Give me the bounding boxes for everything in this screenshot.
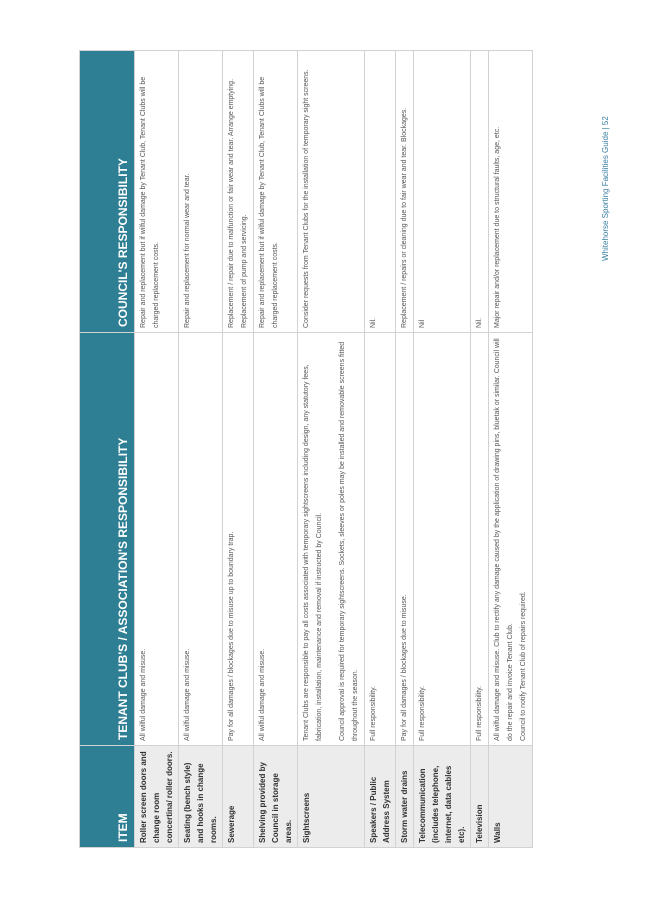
header-item: ITEM: [80, 746, 135, 848]
tenant-text: Full responsibility.: [476, 685, 483, 741]
table-row: [396, 51, 414, 848]
row-item: Seating (bench style) and hooks in change rooms.: [179, 746, 223, 848]
table-row: [365, 51, 396, 848]
tenant-text: Pay for all damages / blockages due to misuse up to boundary trap.: [228, 531, 235, 741]
tenant-cell: [298, 333, 365, 746]
tenant-cell: [135, 333, 179, 746]
row-item: Roller screen doors and change room concertina/ roller doors.: [135, 746, 179, 848]
row-item: Storm water drains: [396, 746, 414, 848]
table-row: [179, 51, 223, 848]
council-text: Nil: [419, 319, 426, 328]
council-cell: [179, 51, 223, 333]
tenant-text: All wilful damage and misuse. Club to rectify any damage caused by the application of drawing pins, bluetak or similar. Council will do the repair and invoice Tenant Club.: [494, 338, 514, 741]
tenant-text: All wilful damage and misuse.: [140, 648, 147, 741]
council-text: Major repair and/or replacement due to structural faults, age, etc.: [494, 126, 501, 328]
council-cell: [471, 51, 489, 333]
table-row: [414, 51, 471, 848]
council-cell: [396, 51, 414, 333]
tenant-cell: [489, 333, 533, 746]
council-cell: [414, 51, 471, 333]
tenant-text: Pay for all damages / blockages due to misuse.: [401, 594, 408, 741]
table-row: [135, 51, 179, 848]
table-row: [254, 51, 298, 848]
tenant-cell: [254, 333, 298, 746]
header-tenant-responsibility: TENANT CLUB'S / ASSOCIATION'S RESPONSIBILITY: [80, 333, 135, 746]
tenant-text: Full responsibility.: [419, 685, 426, 741]
table-row: [489, 51, 533, 848]
row-item: Sewerage: [223, 746, 254, 848]
council-text: Replacement / repair due to malfunction or fair wear and tear. Arrange emptying. Replacement of pump and servicing.: [228, 78, 248, 328]
council-cell: [298, 51, 365, 333]
row-item: Walls: [489, 746, 533, 848]
council-text: Consider requests from Tenant Clubs for the installation of temporary sight screens.: [303, 69, 310, 328]
tenant-cell: [414, 333, 471, 746]
council-text: Repair and replacement but if wilful damage by Tenant Club, Tenant Clubs will be charged replacement costs.: [140, 76, 160, 328]
header-council-responsibility: COUNCIL'S RESPONSIBILITY: [80, 51, 135, 333]
council-cell: [254, 51, 298, 333]
tenant-cell: [365, 333, 396, 746]
row-item: Television: [471, 746, 489, 848]
tenant-text: Tenant Clubs are responsible to pay all costs associated with temporary sightscreens including design, any statutory fees, fabrication, installation, maintenance and removal if instructed by Council.: [303, 364, 323, 741]
council-cell: [365, 51, 396, 333]
tenant-text: Full responsibility.: [370, 685, 377, 741]
responsibility-table: [79, 50, 533, 848]
council-text: Nil.: [476, 317, 483, 328]
council-cell: [489, 51, 533, 333]
row-item: Telecommunication (includes telephone, internet, data cables etc).: [414, 746, 471, 848]
table-row: [471, 51, 489, 848]
page-footer: Whitehorse Sporting Facilities Guide | 52: [601, 116, 610, 261]
tenant-text: All wilful damage and misuse.: [184, 648, 191, 741]
tenant-cell: [223, 333, 254, 746]
tenant-cell: [179, 333, 223, 746]
council-text: Repair and replacement for normal wear and tear.: [184, 173, 191, 328]
row-item: Speakers / Public Address System: [365, 746, 396, 848]
tenant-text: All wilful damage and misuse.: [259, 648, 266, 741]
tenant-cell: [396, 333, 414, 746]
council-text: Nil.: [370, 317, 377, 328]
table-row: [223, 51, 254, 848]
tenant-text: Council to notify Tenant Club of repairs required.: [520, 591, 527, 741]
council-text: Replacement / repairs or cleaning due to fair wear and tear. Blockages.: [401, 107, 408, 328]
row-item: Sightscreens: [298, 746, 365, 848]
council-text: Repair and replacement but if wilful damage by Tenant Club, Tenant Clubs will be charged replacement costs.: [259, 76, 279, 328]
row-item: Shelving provided by Council in storage areas.: [254, 746, 298, 848]
tenant-cell: [471, 333, 489, 746]
council-cell: [135, 51, 179, 333]
table-header-row: [80, 51, 135, 848]
table-row: [298, 51, 365, 848]
tenant-text: Council approval is required for temporary sightscreens. Sockets, sleeves or poles may be installed and removable screens fitted throughout the season.: [339, 341, 359, 741]
council-cell: [223, 51, 254, 333]
